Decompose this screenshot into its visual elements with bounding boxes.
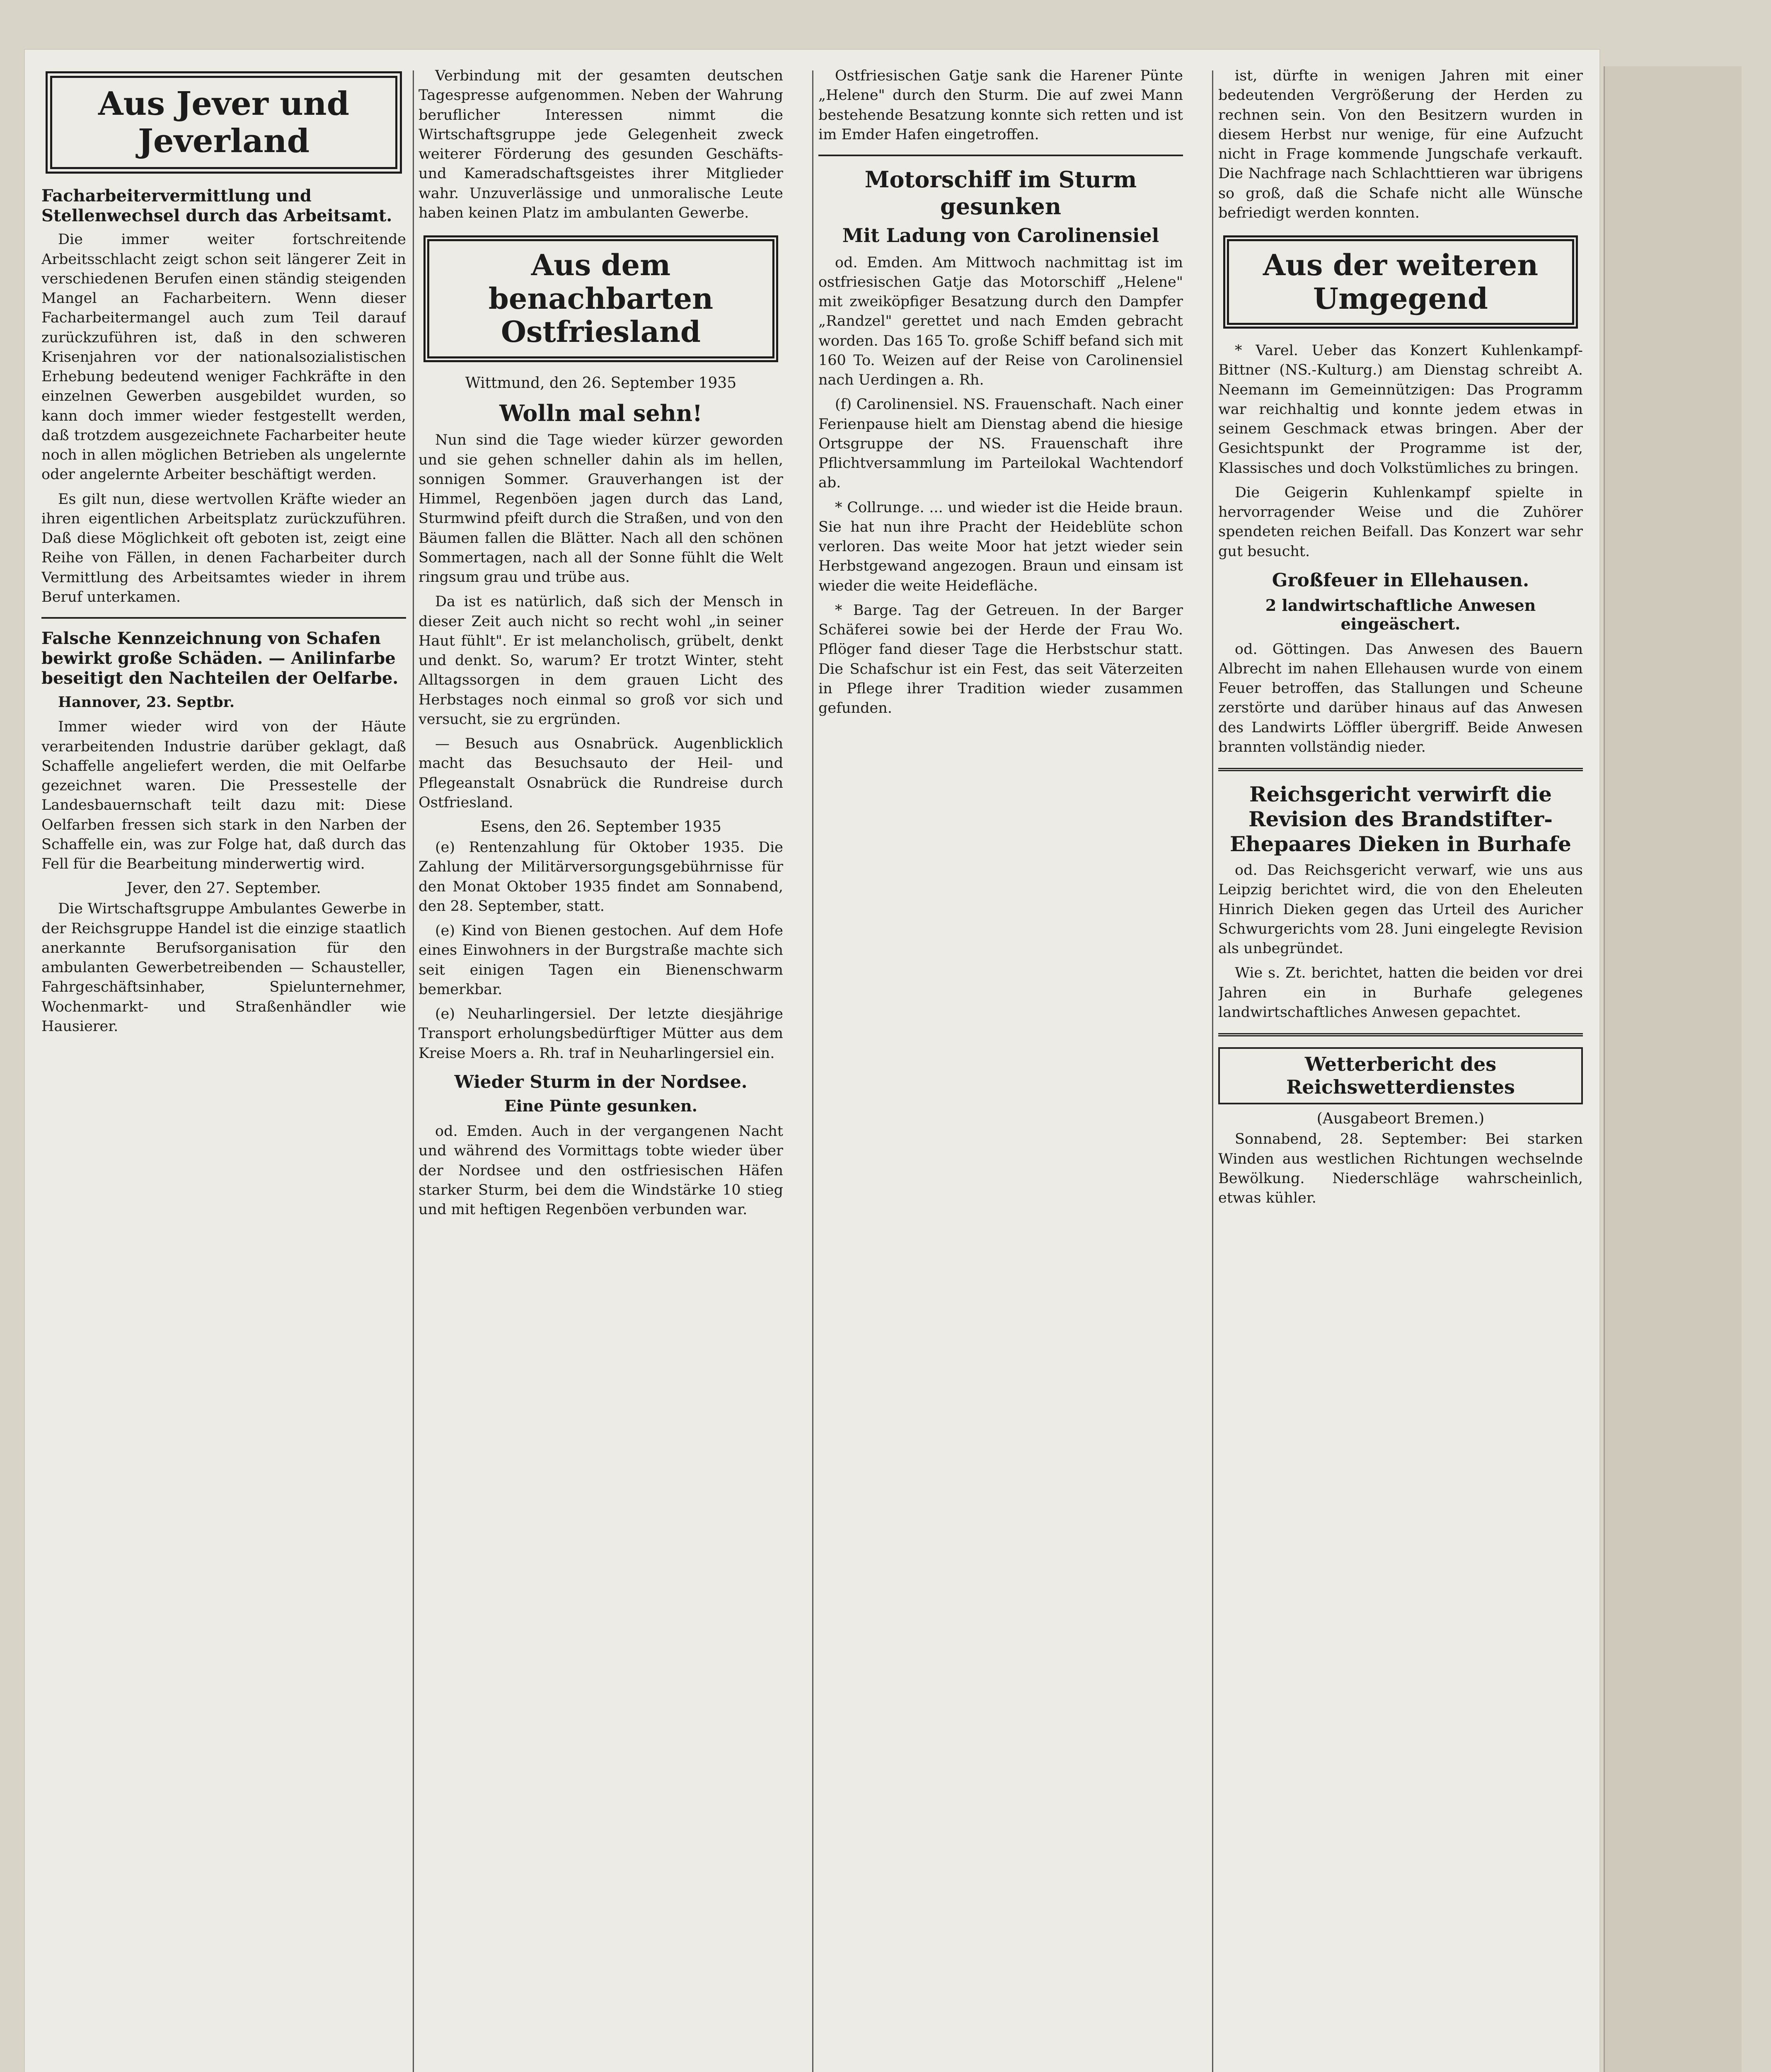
column-4 [1218, 66, 1583, 2072]
weather-headline: Wetterbericht des Reichswetterdienstes [1218, 1047, 1583, 1104]
dateline: Jever, den 27. September. [126, 880, 321, 897]
column-1 [41, 66, 406, 2072]
article-paragraph: Es gilt nun, diese wertvollen Kräfte wieder an ihren eigentlichen Arbeitsplatz zurückzuführen. Daß diese Möglichkeit oft geboten ist, zeigt eine Reihe von Fällen, in denen Facharbeiter durch Vermittlung des Arbeitsamtes wieder in ihrem Beruf unterkamen. [41, 491, 406, 605]
article-paragraph: ist, dürfte in wenigen Jahren mit einer bedeutenden Vergrößerung der Herden zu rechnen sein. Von den Besitzern wurden in diesem Herbst nur wenige, für eine Aufzucht nicht in Frage kommende Jungschafe verkauft. Die Nachfrage nach Schlachttieren war übrigens so groß, daß die Schafe nicht alle Wünsche befriedigt werden konnten. [1218, 68, 1583, 221]
article-paragraph: (e) Rentenzahlung für Oktober 1935. Die Zahlung der Militärversorgungsgebührnisse für den Monat Oktober 1935 findet am Sonnabend, den 28. September, statt. [419, 839, 783, 915]
headline: Wieder Sturm in der Nordsee. [454, 1071, 748, 1092]
weather-paragraph: Sonnabend, 28. September: Bei starken Winden aus westlichen Richtungen wechselnde Bewölkung. Niederschläge wahrscheinlich, etwas kühler. [1218, 1131, 1583, 1207]
article-paragraph: Verbindung mit der gesamten deutschen Tagespresse aufgenommen. Neben der Wahrung beruflicher Interessen nimmt die Wirtschaftsgruppe jede Gelegenheit zweck weiterer Förderung des gesunden Geschäfts- und Kameradschaftsgeistes ihrer Mitglieder wahr. Unzuverlässige und unmoralische Leute haben keinen Platz im ambulanten Gewerbe. [419, 68, 783, 221]
subhead: Eine Pünte gesunken. [504, 1097, 697, 1116]
column-rule [812, 70, 813, 2072]
article-paragraph: Die Wirtschaftsgruppe Ambulantes Gewerbe in der Reichsgruppe Handel ist die einzige staatlich anerkannte Berufsorganisation für den ambulanten Gewerbetreibenden — Schausteller, Fahrgeschäftsinhaber, Spielunternehmer, Wochenmarkt- und Straßenhändler wie Hausierer. [41, 900, 406, 1035]
headline: Wolln mal sehn! [499, 399, 702, 426]
divider [41, 617, 406, 619]
article-paragraph: Die immer weiter fortschreitende Arbeitsschlacht zeigt schon seit längerer Zeit in verschiedenen Berufen einen ständig steigenden Mangel an Facharbeitern. Wenn dieser Facharbeitermangel auch zum Teil darauf zurückzuführen ist, daß in den schweren Krisenjahren vor der nationalsozialistischen Erhebung bedeutend weniger Fachkräfte in den einzelnen Gewerben ausgebildet wurden, so kann doch immer wieder festgestellt werden, daß trotzdem ausgezeichnete Facharbeiter heute noch in allen möglichen Betrieben als ungelernte oder angelernte Arbeiter beschäftigt werden. [41, 231, 406, 483]
divider [818, 155, 1183, 156]
adjacent-page-edge [1604, 66, 1742, 2072]
article-paragraph: Wie s. Zt. berichtet, hatten die beiden vor drei Jahren ein in Burhafe gelegenes landwirtschaftliches Anwesen gepachtet. [1218, 965, 1583, 1021]
article-paragraph: od. Emden. Am Mittwoch nachmittag ist im ostfriesischen Gatje das Motorschiff „Helene" mit zweiköpfiger Besatzung durch den Dampfer „Randzel" gerettet und nach Emden gebracht worden. Das 165 To. große Schiff befand sich mit 160 To. Weizen auf der Reise von Carolinensiel nach Uerdingen a. Rh. [818, 254, 1183, 389]
column-2 [419, 66, 783, 2072]
article-paragraph: od. Göttingen. Das Anwesen des Bauern Albrecht im nahen Ellehausen wurde von einem Feuer betroffen, das Stallungen und Scheune zerstörte und darüber hinaus auf das Anwesen des Landwirts Löffler übergriff. Beide Anwesen brannten vollständig nieder. [1218, 641, 1583, 755]
headline: Reichsgericht verwirft die Revision des Brandstifter-Ehepaares Dieken in Burhafe [1230, 782, 1571, 857]
column-rule [413, 70, 414, 2072]
article-paragraph: Immer wieder wird von der Häute verarbeitenden Industrie darüber geklagt, daß Schaffelle angeliefert werden, die mit Oelfarbe gezeichnet waren. Die Pressestelle der Landesbauernschaft teilt dazu mit: Diese Oelfarben fressen sich stark in den Narben der Schaffelle ein, was zur Folge hat, daß durch das Fell für die Bearbeitung minderwertig wird. [41, 719, 406, 873]
section-head-umgegend: Aus der weiteren Umgegend [1223, 235, 1578, 329]
article-paragraph: Die Geigerin Kuhlenkampf spielte in hervorragender Weise und die Zuhörer spendeten reichen Beifall. Das Konzert war sehr gut besucht. [1218, 484, 1583, 560]
article-title: Facharbeitervermittlung und Stellenwechsel durch das Arbeitsamt. [41, 186, 392, 226]
article-paragraph: Nun sind die Tage wieder kürzer geworden und sie gehen schneller dahin als im hellen, sonnigen Sommer. Grauverhangen ist der Himmel, Regenböen jagen durch das Land, Sturmwind pfeift durch die Straßen, und von den Bäumen fallen die Blätter. Nach all den schönen Sommertagen, nach all der Sonne fühlt die Welt ringsum grau und trübe aus. [419, 432, 783, 586]
dateline: Hannover, 23. Septbr. [58, 694, 235, 711]
article-paragraph: (e) Neuharlingersiel. Der letzte diesjährige Transport erholungsbedürftiger Mütter aus dem Kreise Moers a. Rh. traf in Neuharlingersiel ein. [419, 1006, 783, 1062]
masthead-aus-jever: Aus Jever und Jeverland [46, 71, 402, 174]
article-paragraph: od. Emden. Auch in der vergangenen Nacht und während des Vormittags tobte wieder über der Nordsee und den ostfriesischen Häfen starker Sturm, bei dem die Windstärke 10 stieg und mit heftigen Regenböen verbunden war. [419, 1123, 783, 1218]
article-paragraph: (e) Kind von Bienen gestochen. Auf dem Hofe eines Einwohners in der Burgstraße machte sich seit einigen Tagen ein Bienenschwarm bemerkbar. [419, 922, 783, 998]
section-head-ostfriesland: Aus dem benachbarten Ostfriesland [423, 235, 778, 362]
article-paragraph: — Besuch aus Osnabrück. Augenblicklich macht das Besuchsauto der Heil- und Pflegeanstalt Osnabrück die Rundreise durch Ostfriesland. [419, 736, 783, 811]
subhead: 2 landwirtschaftliche Anwesen eingeäschert. [1265, 595, 1536, 633]
headline: Großfeuer in Ellehausen. [1272, 569, 1529, 591]
article-paragraph: * Collrunge. ... und wieder ist die Heide braun. Sie hat nun ihre Pracht der Heideblüte schon verloren. Das weite Moor hat jetzt wieder sein Herbstgewand angezogen. Braun und einsam ist wieder die weite Heidefläche. [818, 499, 1183, 594]
article-paragraph: Da ist es natürlich, daß sich der Mensch in dieser Zeit auch nicht so recht wohl „in seiner Haut fühlt". Er ist melancholisch, grübelt, denkt und denkt. So, warum? Er trotzt Winter, steht Alltagssorgen in dem grauen Licht des Herbstages noch einmal so groß vor sich und versucht, sie zu ergründen. [419, 593, 783, 728]
article-paragraph: Ostfriesischen Gatje sank die Harener Pünte „Helene" durch den Sturm. Die auf zwei Mann bestehende Besatzung konnte sich retten und ist im Emder Hafen eingetroffen. [818, 68, 1183, 143]
divider [1218, 1033, 1583, 1036]
divider [1218, 768, 1583, 771]
subhead: Mit Ladung von Carolinensiel [842, 224, 1159, 247]
column-rule [1212, 70, 1213, 2072]
article-title: Falsche Kennzeichnung von Schafen bewirkt große Schäden. — Anilinfarbe beseitigt den Nachteilen der Oelfarbe. [41, 629, 399, 688]
article-paragraph: * Varel. Ueber das Konzert Kuhlenkampf-Bittner (NS.-Kulturg.) am Dienstag schreibt A. Neemann im Gemeinnützigen: Das Programm war reichhaltig und konnte jedem etwas in seinem Geschmack etwas bringen. Aber der Gesichtspunkt der Programme ist der, Klassisches und doch Volkstümliches zu bringen. [1218, 342, 1583, 477]
article-paragraph: * Barge. Tag der Getreuen. In der Barger Schäferei sowie bei der Herde der Frau Wo. Pflöger fand dieser Tage die Herbstschur statt. Die Schafschur ist ein Fest, das seit Väterzeiten in Pflege ihrer Tradition wieder zusammen gefunden. [818, 602, 1183, 717]
article-paragraph: od. Das Reichsgericht verwarf, wie uns aus Leipzig berichtet wird, die von den Eheleuten Hinrich Dieken gegen das Urteil des Auricher Schwurgerichts vom 28. Juni eingelegte Revision als unbegründet. [1218, 862, 1583, 957]
weather-subhead: (Ausgabeort Bremen.) [1316, 1110, 1485, 1128]
dateline: Wittmund, den 26. September 1935 [465, 374, 737, 392]
dateline: Esens, den 26. September 1935 [480, 818, 721, 836]
headline: Motorschiff im Sturm gesunken [864, 166, 1137, 220]
article-paragraph: (f) Carolinensiel. NS. Frauenschaft. Nach einer Ferienpause hielt am Dienstag abend die hiesige Ortsgruppe der NS. Frauenschaft ihre Pflichtversammlung im Parteilokal Wachtendorf ab. [818, 396, 1183, 491]
column-3 [818, 66, 1183, 2072]
